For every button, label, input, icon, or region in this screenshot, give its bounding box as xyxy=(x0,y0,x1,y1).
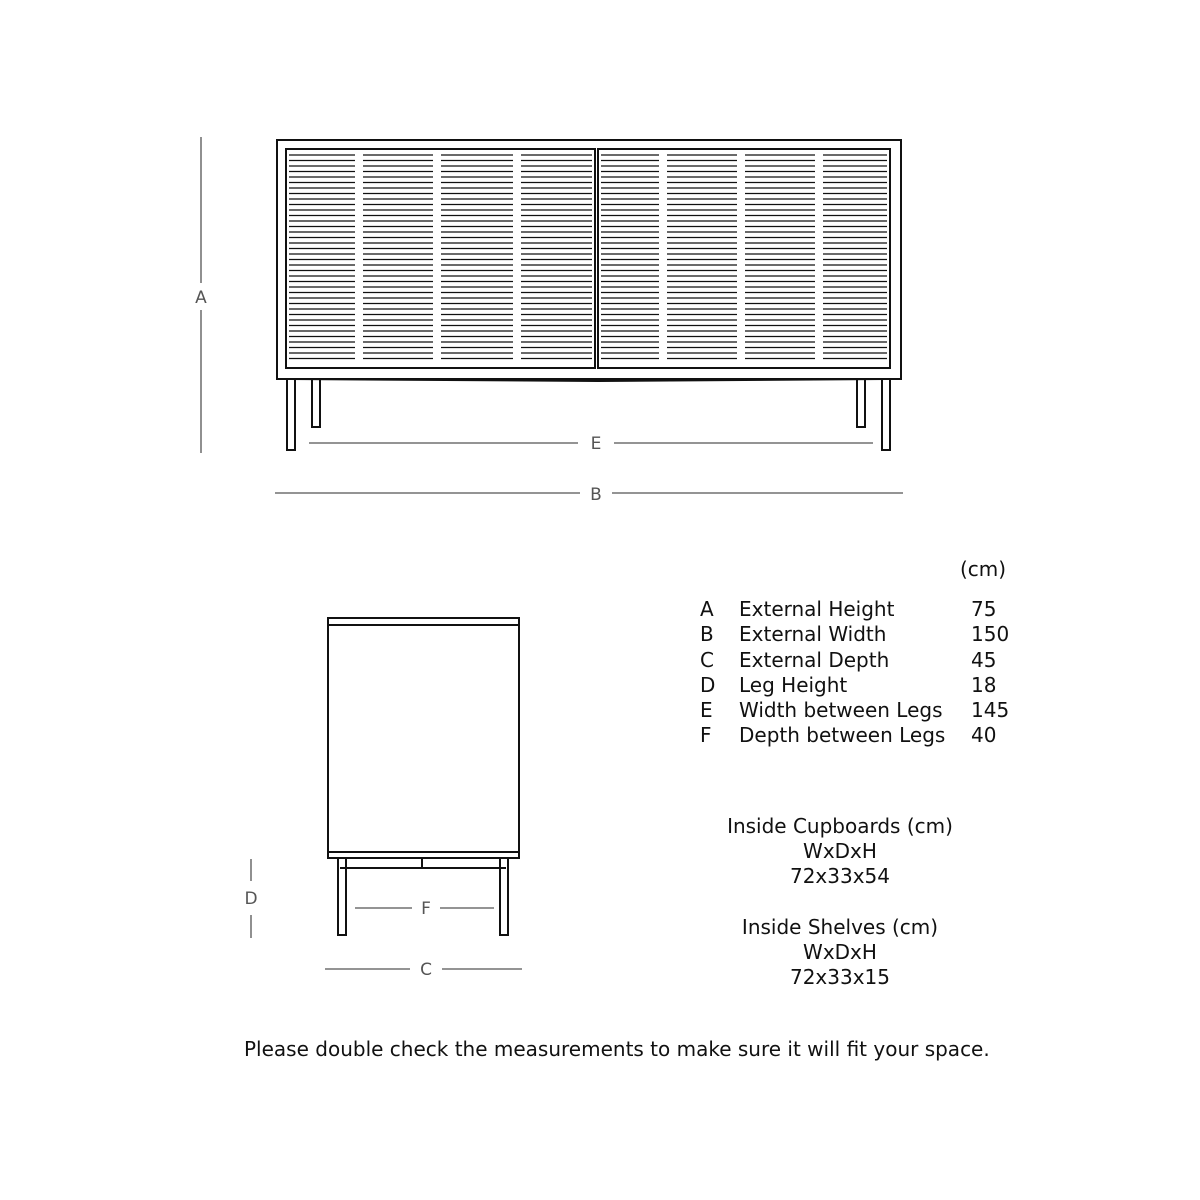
spec-label: External Height xyxy=(739,597,895,621)
inside-shelves-format: WxDxH xyxy=(803,940,877,964)
dim-a-label: A xyxy=(195,288,207,308)
inside-shelves xyxy=(700,915,980,990)
fit-note: Please double check the measurements to make sure it will fit your space. xyxy=(244,1037,990,1061)
back-leg-left xyxy=(312,379,320,427)
side-leg-right xyxy=(500,858,508,935)
side-view xyxy=(328,618,519,935)
spec-key: C xyxy=(700,648,714,672)
inside-cupboards xyxy=(700,814,980,889)
unit-label: (cm) xyxy=(960,557,1007,581)
dim-d-label: D xyxy=(244,889,258,909)
inside-shelves-title: Inside Shelves (cm) xyxy=(741,915,939,939)
dim-e-label: E xyxy=(590,434,602,454)
spec-value: 150 xyxy=(971,622,1010,646)
spec-label: External Depth xyxy=(739,648,890,672)
spec-key: E xyxy=(700,698,713,722)
side-dimensions xyxy=(251,859,522,969)
inside-cupboards-title: Inside Cupboards (cm) xyxy=(727,814,953,838)
inside-cupboards-value: 72x33x54 xyxy=(789,864,891,888)
spec-value: 75 xyxy=(971,597,997,621)
spec-key: F xyxy=(700,723,712,747)
left-door-slats xyxy=(289,155,592,359)
spec-label: Width between Legs xyxy=(739,698,943,722)
dim-b-label: B xyxy=(590,485,602,505)
inside-shelves-value: 72x33x15 xyxy=(789,965,891,989)
spec-value: 45 xyxy=(971,648,997,672)
inside-cupboards-format: WxDxH xyxy=(803,839,877,863)
front-leg-left xyxy=(287,379,295,450)
spec-value: 40 xyxy=(971,723,997,747)
right-door-slats xyxy=(601,155,887,359)
spec-label: External Width xyxy=(739,622,887,646)
front-view xyxy=(277,140,901,450)
spec-value: 145 xyxy=(971,698,1010,722)
dim-f-label: F xyxy=(421,899,431,919)
spec-key: A xyxy=(700,597,714,621)
spec-key: B xyxy=(700,622,714,646)
side-leg-left xyxy=(338,858,346,935)
front-leg-right xyxy=(882,379,890,450)
spec-label: Depth between Legs xyxy=(739,723,946,747)
side-body xyxy=(328,618,519,858)
spec-key: D xyxy=(700,673,716,697)
dim-c-label: C xyxy=(420,960,432,980)
spec-value: 18 xyxy=(971,673,997,697)
back-leg-right xyxy=(857,379,865,427)
spec-label: Leg Height xyxy=(739,673,848,697)
